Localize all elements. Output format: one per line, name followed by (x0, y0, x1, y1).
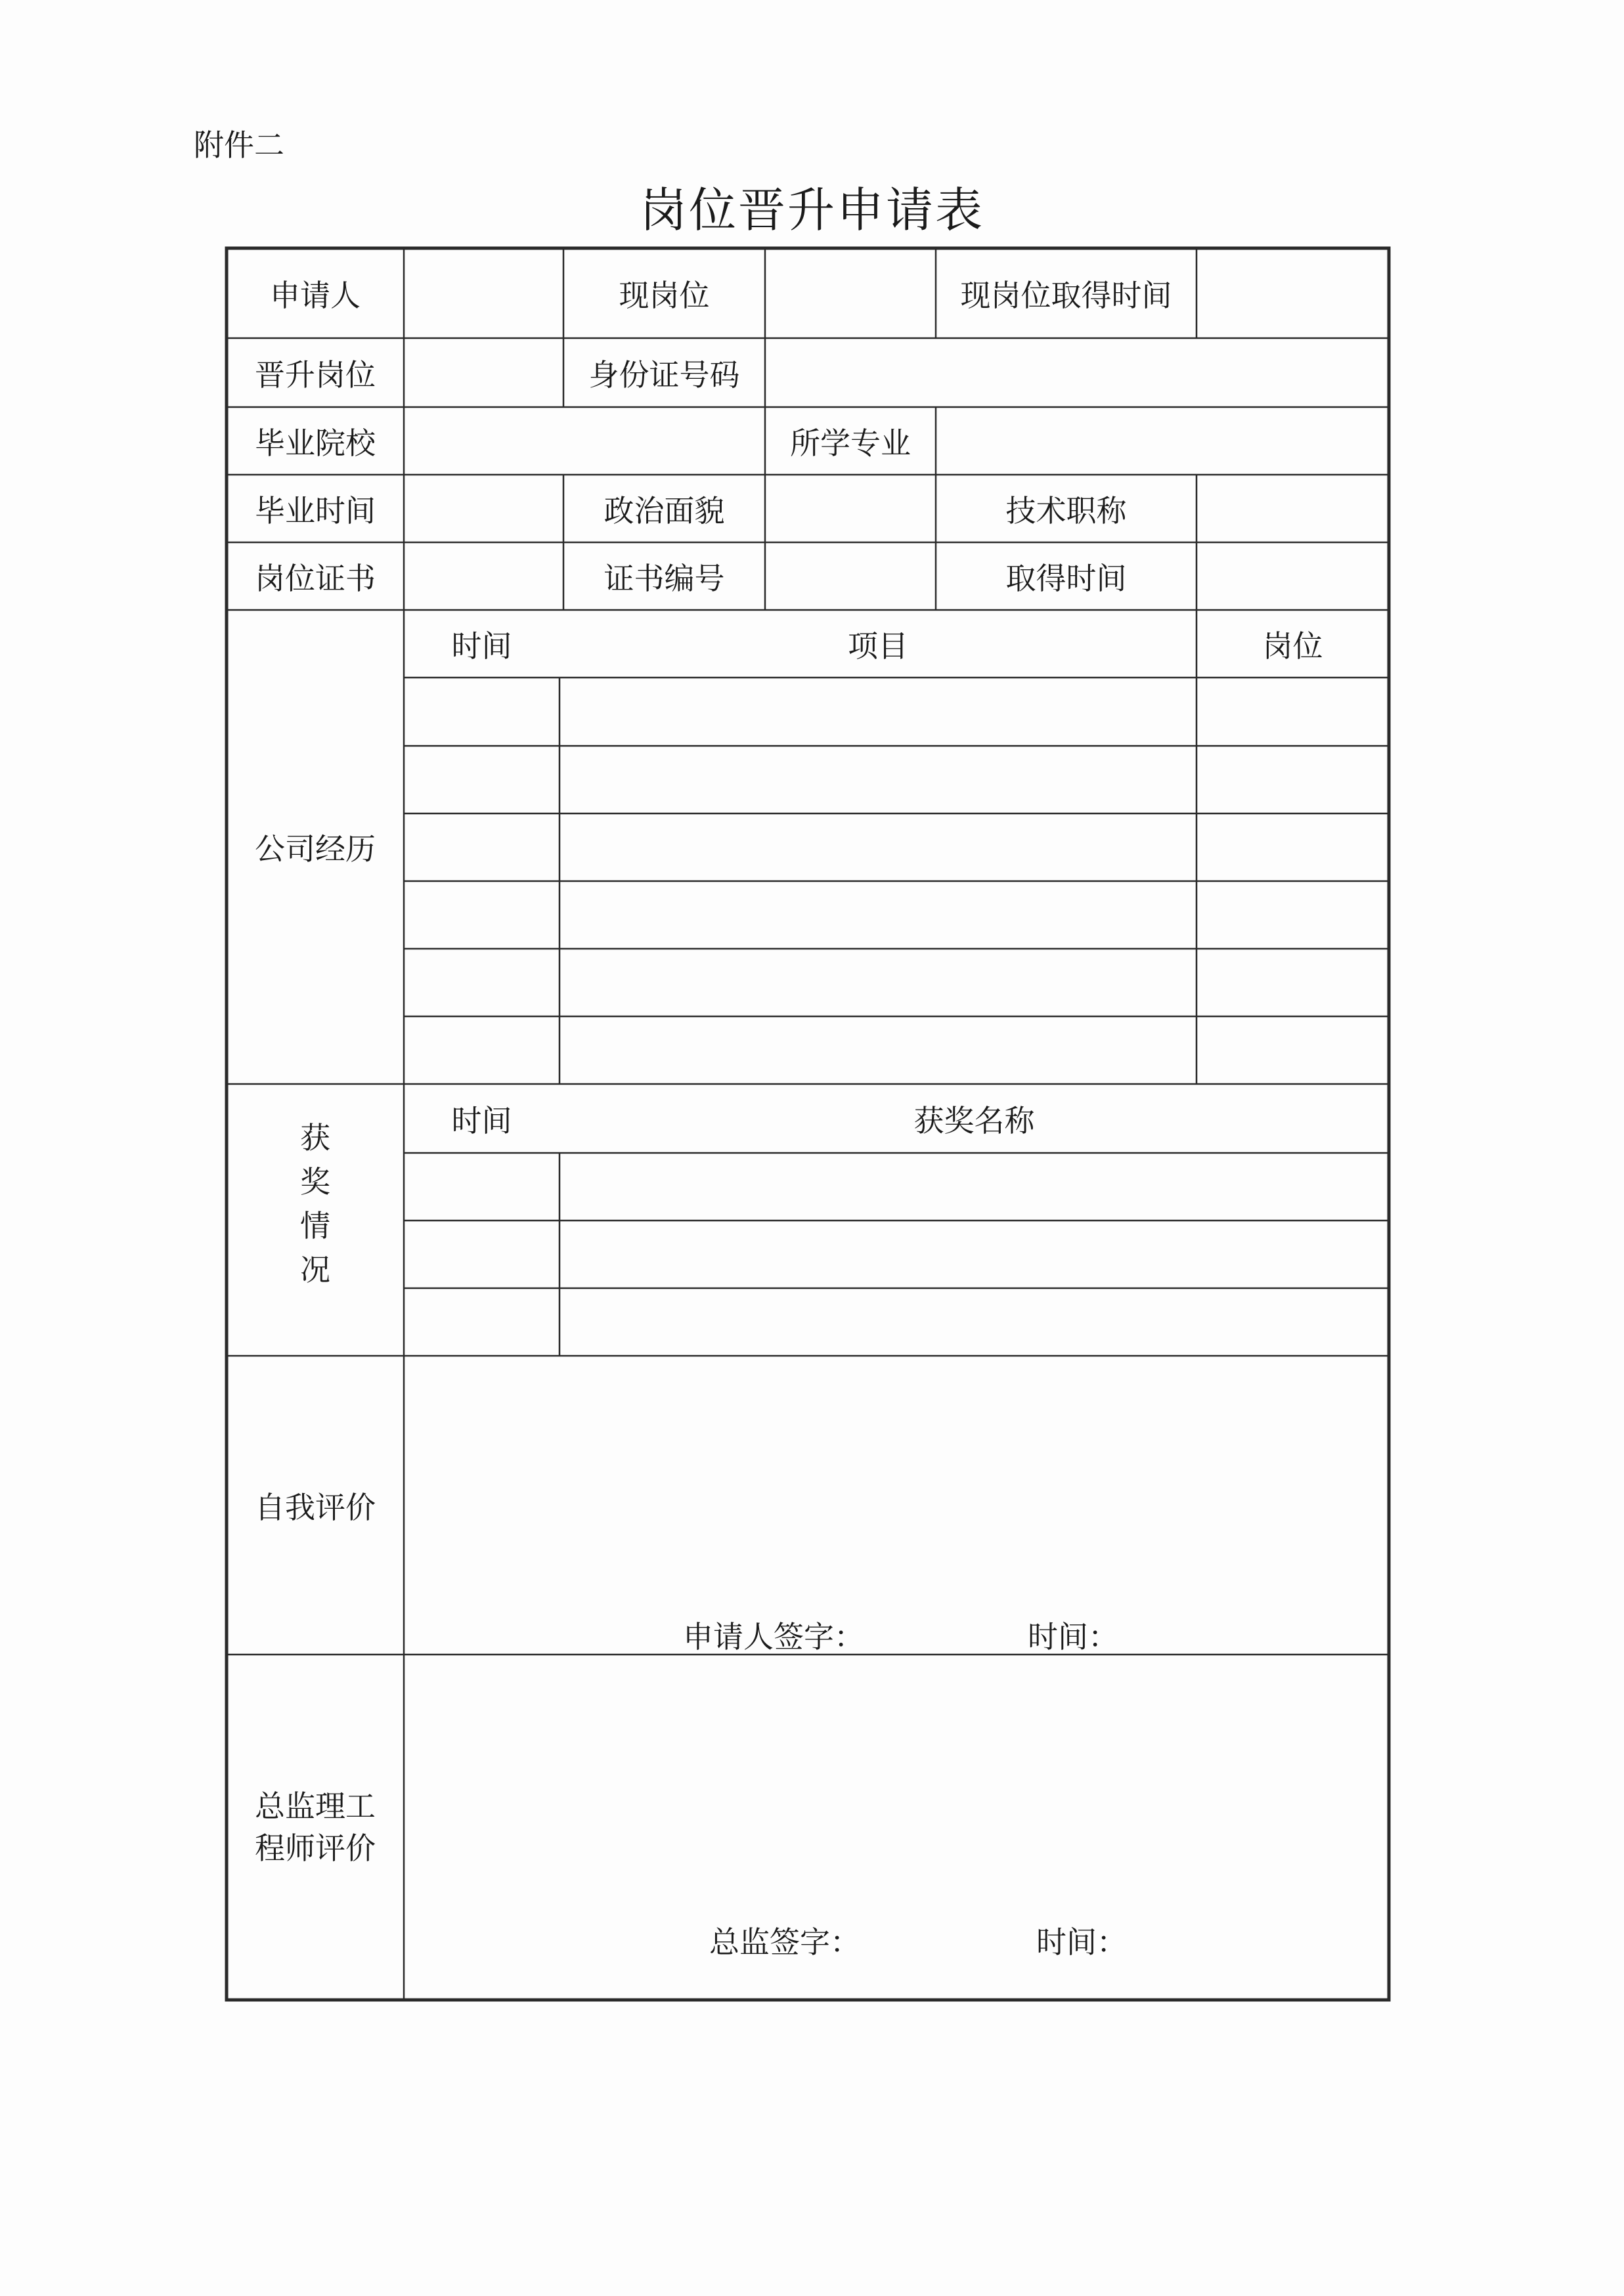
experience-time-header: 时间 (451, 628, 512, 664)
technical-title-field[interactable] (1196, 475, 1389, 542)
current-post-date-field[interactable] (1196, 248, 1389, 338)
applicant-field[interactable] (404, 248, 563, 338)
political-status-label: 政治面貌 (604, 492, 725, 529)
target-post-label: 晋升岗位 (255, 357, 376, 393)
awards-label-char-2: 奖 (300, 1164, 330, 1200)
experience-project-header: 项目 (848, 628, 908, 664)
awards-time-header: 时间 (451, 1102, 512, 1138)
attachment-label: 附件二 (194, 127, 284, 163)
id-number-label: 身份证号码 (588, 357, 740, 393)
self-eval-date-label: 时间： (1028, 1619, 1118, 1655)
applicant-label: 申请人 (270, 277, 361, 313)
current-post-date-label: 现岗位取得时间 (960, 277, 1172, 313)
current-post-label: 现岗位 (619, 277, 710, 313)
experience-label: 公司经历 (255, 831, 376, 867)
applicant-signature-label: 申请人签字： (683, 1619, 864, 1655)
post-certificate-field[interactable] (404, 542, 563, 610)
obtained-date-label: 取得时间 (1005, 560, 1127, 596)
technical-title-label: 技术职称 (1005, 492, 1127, 529)
id-number-field[interactable] (765, 338, 1389, 407)
awards-label (227, 1116, 404, 1292)
certificate-number-field[interactable] (765, 542, 936, 610)
major-field[interactable] (936, 407, 1389, 475)
experience-post-header: 岗位 (1262, 628, 1323, 664)
school-label: 毕业院校 (255, 425, 376, 461)
grad-date-label: 毕业时间 (255, 492, 376, 529)
post-certificate-label: 岗位证书 (255, 560, 376, 596)
self-eval-label: 自我评价 (255, 1489, 376, 1525)
awards-label-char-1: 获 (300, 1120, 330, 1156)
obtained-date-field[interactable] (1196, 542, 1389, 610)
political-status-field[interactable] (765, 475, 936, 542)
major-label: 所学专业 (790, 425, 911, 461)
target-post-field[interactable] (404, 338, 563, 407)
school-field[interactable] (404, 407, 765, 475)
supervisor-eval-field[interactable] (404, 1655, 1389, 1917)
awards-label-char-4: 况 (300, 1252, 330, 1288)
current-post-field[interactable] (765, 248, 936, 338)
grad-date-field[interactable] (404, 475, 563, 542)
awards-name-header: 获奖名称 (913, 1102, 1035, 1138)
certificate-number-label: 证书编号 (604, 560, 725, 596)
page-title: 岗位晋升申请表 (639, 183, 984, 238)
supervisor-signature-label: 总监签字： (709, 1924, 860, 1960)
supervisor-eval-date-label: 时间： (1036, 1924, 1127, 1960)
awards-label-char-3: 情 (300, 1208, 330, 1244)
self-eval-field[interactable] (404, 1356, 1389, 1592)
supervisor-eval-label: 总监理工程师评价 (255, 1788, 376, 1866)
